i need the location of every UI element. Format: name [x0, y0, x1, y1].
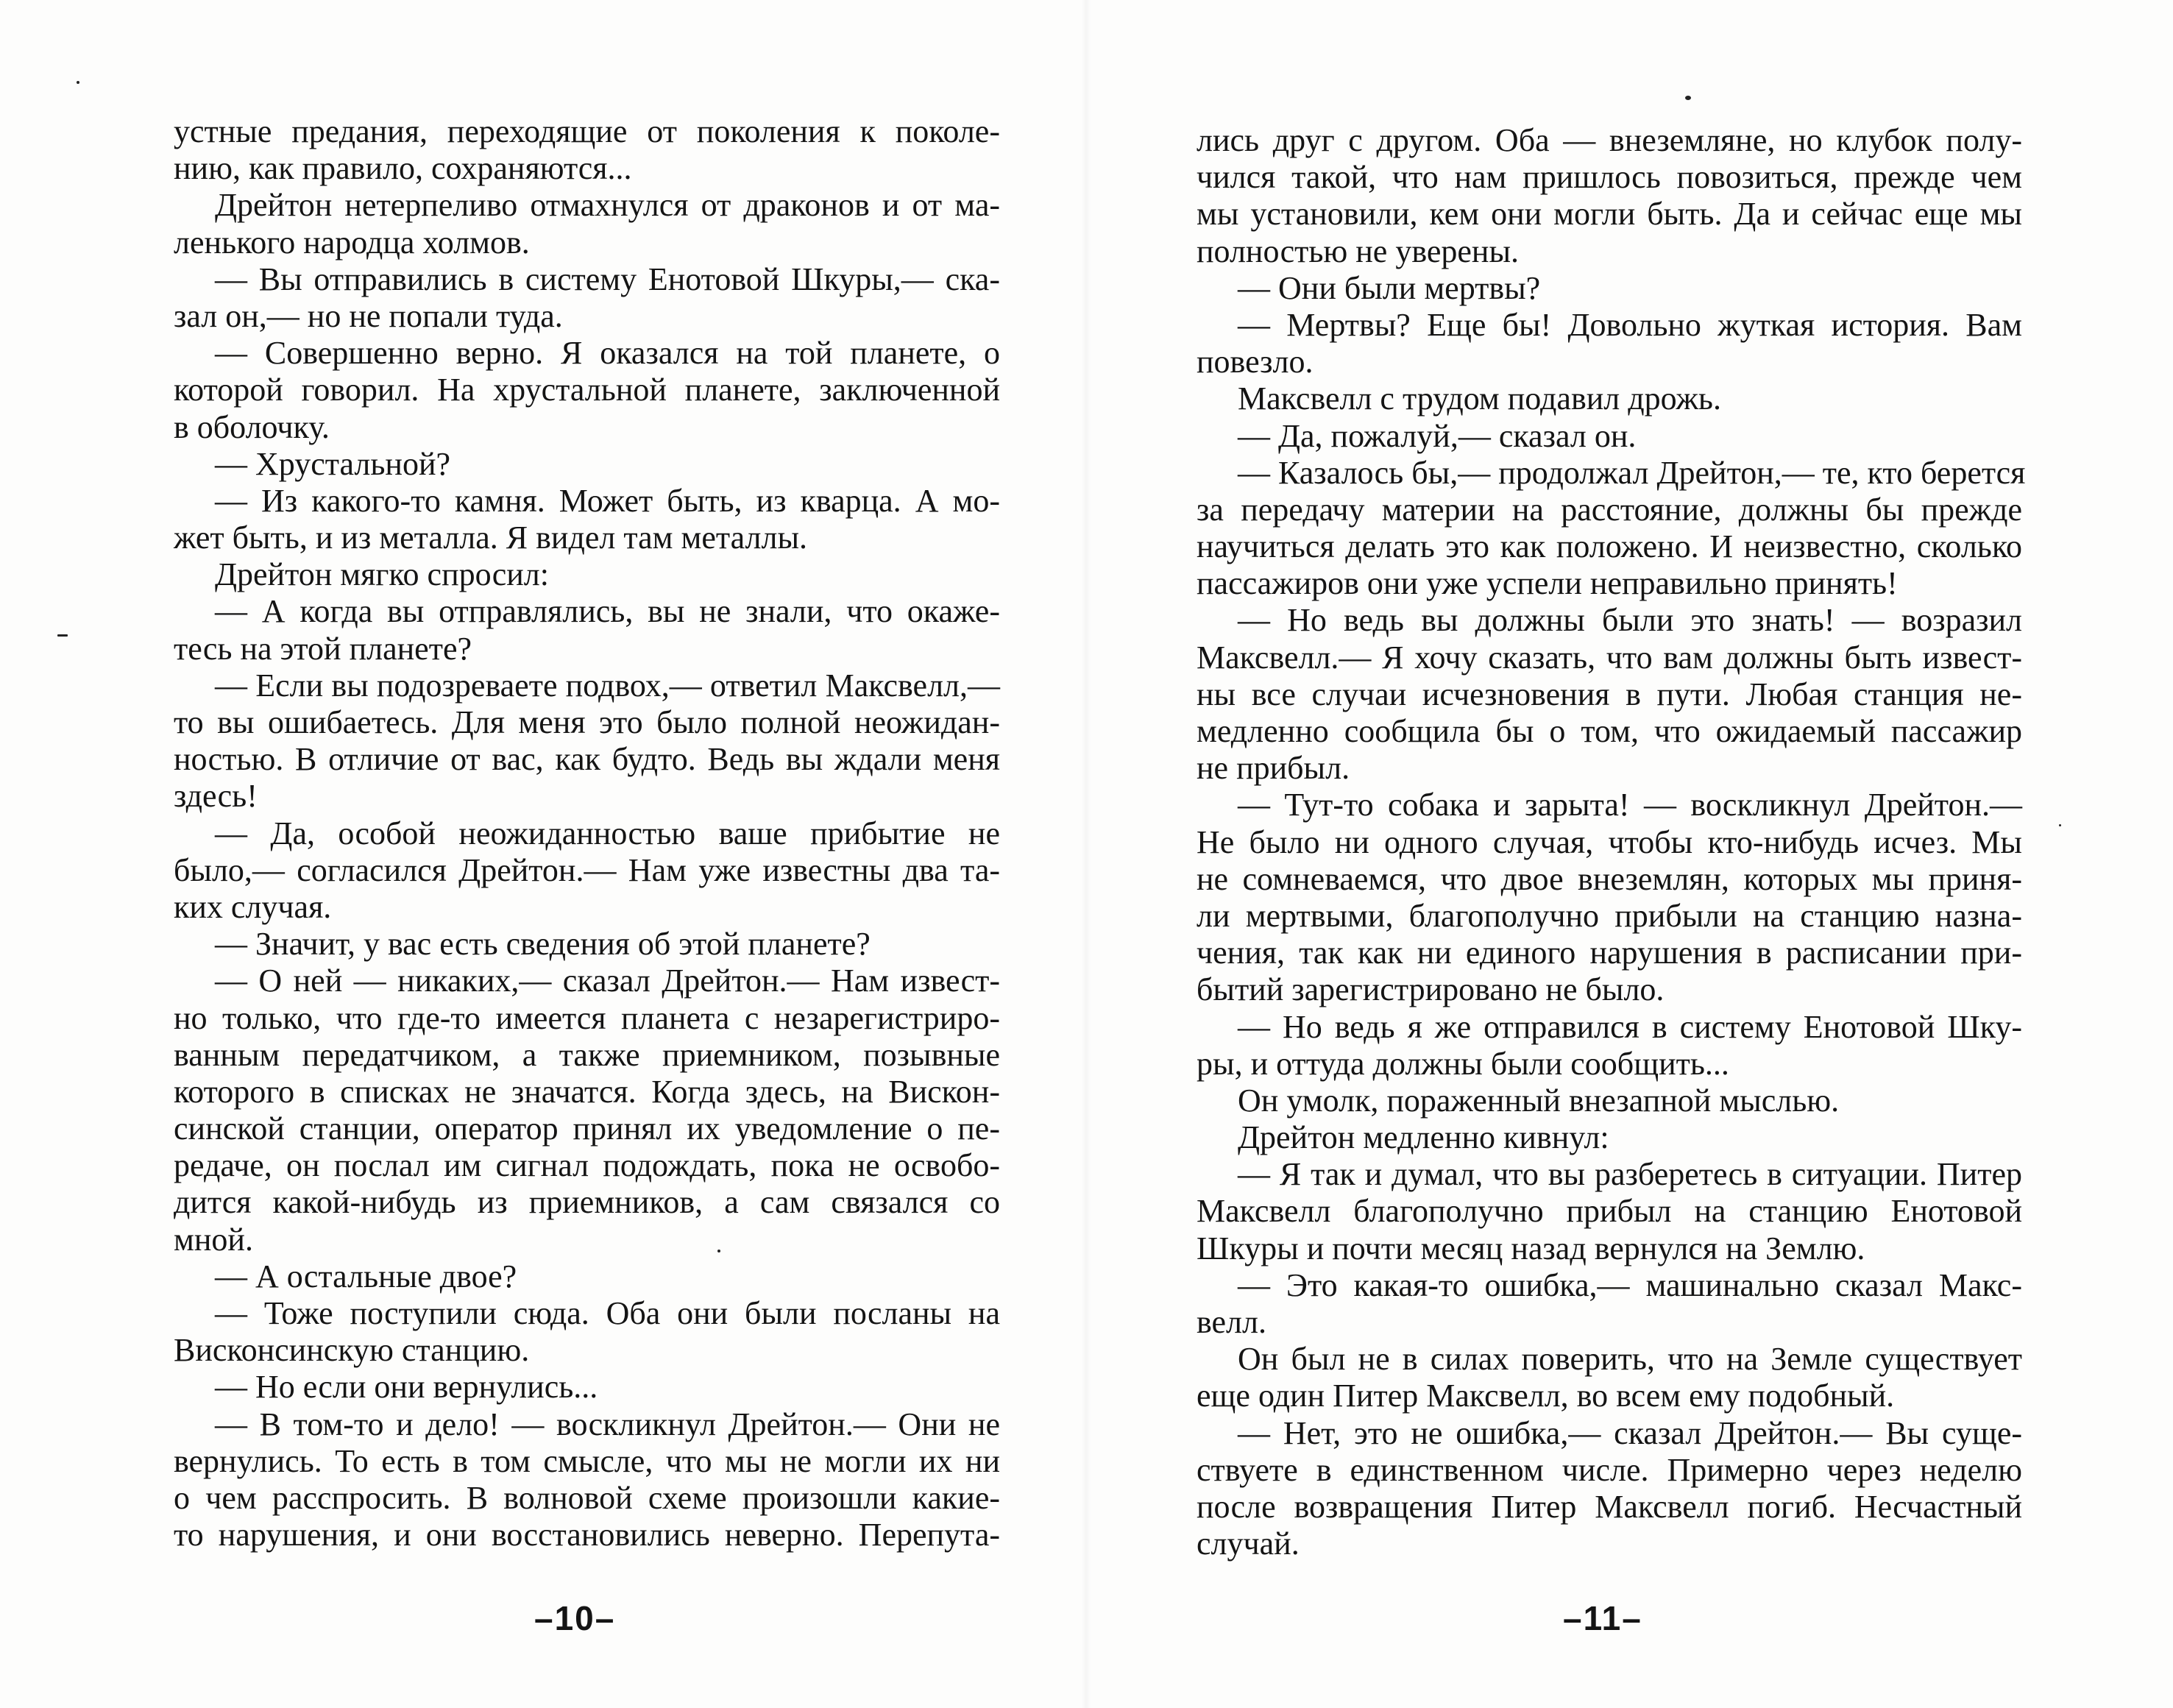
text-line: повезло.	[1197, 344, 1314, 380]
text-line: — Да, особой неожиданностью ваше прибытие не	[215, 815, 1000, 851]
scan-speck	[1685, 96, 1691, 100]
text-line: — Хрустальной?	[215, 445, 451, 482]
text-line: — Я так и думал, что вы разберетесь в ситуации. Питер	[1238, 1156, 2022, 1193]
text-line: жет быть, и из металла. Я видел там металлы.	[174, 520, 808, 556]
text-line: то нарушения, и они восстановились неверно. Перепута-	[174, 1517, 1000, 1553]
text-line: устные предания, переходящие от поколения к поколе-	[174, 113, 1000, 149]
text-line: медленно сообщила бы о том, что ожидаемый пассажир	[1197, 713, 2022, 749]
text-line: чился такой, что нам пришлось повозиться, прежде чем	[1197, 159, 2022, 196]
text-line: ленького народца холмов.	[174, 224, 530, 261]
text-line: дится какой-нибудь из приемников, а сам связался со	[174, 1184, 1000, 1221]
text-line: Шкуры и почти месяц назад вернулся на Землю.	[1197, 1230, 1865, 1266]
text-line: — Совершенно верно. Я оказался на той планете, о	[215, 335, 1000, 372]
text-line: Дрейтон мягко спросил:	[215, 556, 549, 593]
scan-speck	[2059, 824, 2061, 826]
text-line: в оболочку.	[174, 408, 330, 445]
text-line: бытий зарегистрировано не было.	[1197, 971, 1665, 1008]
text-line: вернулись. То есть в том смысле, что мы не могли их ни	[174, 1442, 1000, 1479]
text-line: тесь на этой планете?	[174, 630, 472, 667]
text-line: Висконсинскую станцию.	[174, 1332, 530, 1369]
text-line: — Это какая-то ошибка,— машинально сказал Макс-	[1238, 1266, 2022, 1303]
text-line: ностью. В отличие от вас, как будто. Ведь вы ждали меня	[174, 741, 1000, 778]
text-line: еще один Питер Максвелл, во всем ему подобный.	[1197, 1378, 1895, 1414]
text-line: зал он,— но не попали туда.	[174, 297, 563, 334]
text-line: ванным передатчиком, а также приемником, позывные	[174, 1036, 1000, 1073]
text-line: — Значит, у вас есть сведения об этой планете?	[215, 926, 871, 963]
text-line: Дрейтон нетерпеливо отмахнулся от драконов и от ма-	[215, 187, 1000, 224]
text-line: ны все случаи исчезновения в пути. Любая станция не-	[1197, 676, 2022, 712]
text-line: — А когда вы отправлялись, вы не знали, что окаже-	[215, 593, 1000, 630]
text-line: мной.	[174, 1221, 253, 1258]
text-line: ры, и оттуда должны были сообщить...	[1197, 1045, 1729, 1082]
text-line: чения, так как ни единого нарушения в расписании при-	[1197, 935, 2022, 971]
text-line: — Из какого-то камня. Может быть, из кварца. А мо-	[215, 482, 1000, 519]
text-line: Не было ни одного случая, чтобы кто-нибудь исчез. Мы	[1197, 823, 2022, 860]
scan-speck	[77, 81, 79, 84]
text-line: — Вы отправились в систему Енотовой Шкуры,— ска-	[215, 261, 1000, 297]
left-page-number: –10–	[534, 1599, 616, 1637]
text-line: не сомневаемся, что двое внеземлян, которых мы приня-	[1197, 860, 2022, 897]
text-line: — Если вы подозреваете подвох,— ответил Максвелл,—	[215, 667, 1000, 704]
text-line: Максвелл благополучно прибыл на станцию Енотовой	[1197, 1193, 2022, 1230]
text-line: Дрейтон медленно кивнул:	[1238, 1119, 1609, 1156]
text-line: — Нет, это не ошибка,— сказал Дрейтон.— Вы суще-	[1238, 1414, 2022, 1451]
text-line: за передачу материи на расстояние, должны бы прежде	[1197, 491, 2022, 528]
text-line: — Но ведь вы должны были это знать! — возразил	[1238, 602, 2022, 639]
right-page-number: –11–	[1563, 1599, 1642, 1637]
text-line: — В том-то и дело! — воскликнул Дрейтон.— Они не	[215, 1406, 1000, 1442]
text-line: полностью не уверены.	[1197, 233, 1520, 269]
left-page	[0, 0, 1086, 1708]
text-line: научиться делать это как положено. И неизвестно, сколько	[1197, 528, 2022, 565]
text-line: но только, что где-то имеется планета с незарегистриро-	[174, 999, 1000, 1036]
text-line: редаче, он послал им сигнал подождать, пока не освобо-	[174, 1147, 1000, 1184]
text-line: ких случая.	[174, 888, 332, 925]
text-line: случай.	[1197, 1525, 1300, 1562]
text-line: после возвращения Питер Максвелл погиб. Несчастный	[1197, 1488, 2022, 1525]
text-line: — Они были мертвы?	[1238, 269, 1541, 306]
text-line: которого в списках не значатся. Когда здесь, на Вискон-	[174, 1073, 1000, 1110]
text-line: которой говорил. На хрустальной планете, заключенной	[174, 372, 1000, 408]
left-page-text	[174, 113, 1000, 1553]
text-line: Он был не в силах поверить, что на Земле существует	[1238, 1341, 2022, 1378]
text-line: здесь!	[174, 778, 258, 815]
text-line: пассажиров они уже успели неправильно принять!	[1197, 565, 1898, 602]
text-line: — Но если они вернулись...	[215, 1369, 598, 1406]
text-line: — Казалось бы,— продолжал Дрейтон,— те, кто берется	[1238, 454, 2026, 491]
scan-speck	[717, 1250, 720, 1252]
text-line: Максвелл.— Я хочу сказать, что вам должны быть извест-	[1197, 639, 2022, 676]
text-line: — О ней — никаких,— сказал Дрейтон.— Нам извест-	[215, 963, 1000, 999]
text-line: — Но ведь я же отправился в систему Енотовой Шку-	[1238, 1008, 2022, 1045]
text-line: — Да, пожалуй,— сказал он.	[1238, 417, 1637, 454]
text-line: Он умолк, пораженный внезапной мыслью.	[1238, 1082, 1840, 1119]
text-line: — Тут-то собака и зарыта! — воскликнул Дрейтон.—	[1238, 787, 2022, 823]
text-line: — А остальные двое?	[215, 1258, 517, 1294]
right-page	[1086, 0, 2173, 1708]
text-line: было,— согласился Дрейтон.— Нам уже известны два та-	[174, 851, 1000, 888]
text-line: нию, как правило, сохраняются...	[174, 150, 632, 187]
text-line: мы установили, кем они могли быть. Да и сейчас еще мы	[1197, 196, 2022, 233]
text-line: велл.	[1197, 1304, 1266, 1340]
text-line: о чем расспросить. В волновой схеме произошли какие-	[174, 1479, 1000, 1516]
scan-speck	[57, 634, 68, 637]
text-line: лись друг с другом. Оба — внеземляне, но клубок полу-	[1197, 122, 2022, 158]
text-line: синской станции, оператор принял их уведомление о пе-	[174, 1110, 1000, 1147]
right-page-text	[1197, 122, 2026, 1562]
text-line: ствуете в единственном числе. Примерно через неделю	[1197, 1451, 2022, 1488]
text-line: ли мертвыми, благополучно прибыли на станцию назна-	[1197, 897, 2022, 934]
text-line: Максвелл с трудом подавил дрожь.	[1238, 380, 1721, 417]
text-line: не прибыл.	[1197, 750, 1350, 787]
text-line: — Тоже поступили сюда. Оба они были посланы на	[215, 1295, 1000, 1331]
text-line: то вы ошибаетесь. Для меня это было полной неожидан-	[174, 704, 1000, 740]
text-line: — Мертвы? Еще бы! Довольно жуткая история. Вам	[1238, 306, 2022, 343]
